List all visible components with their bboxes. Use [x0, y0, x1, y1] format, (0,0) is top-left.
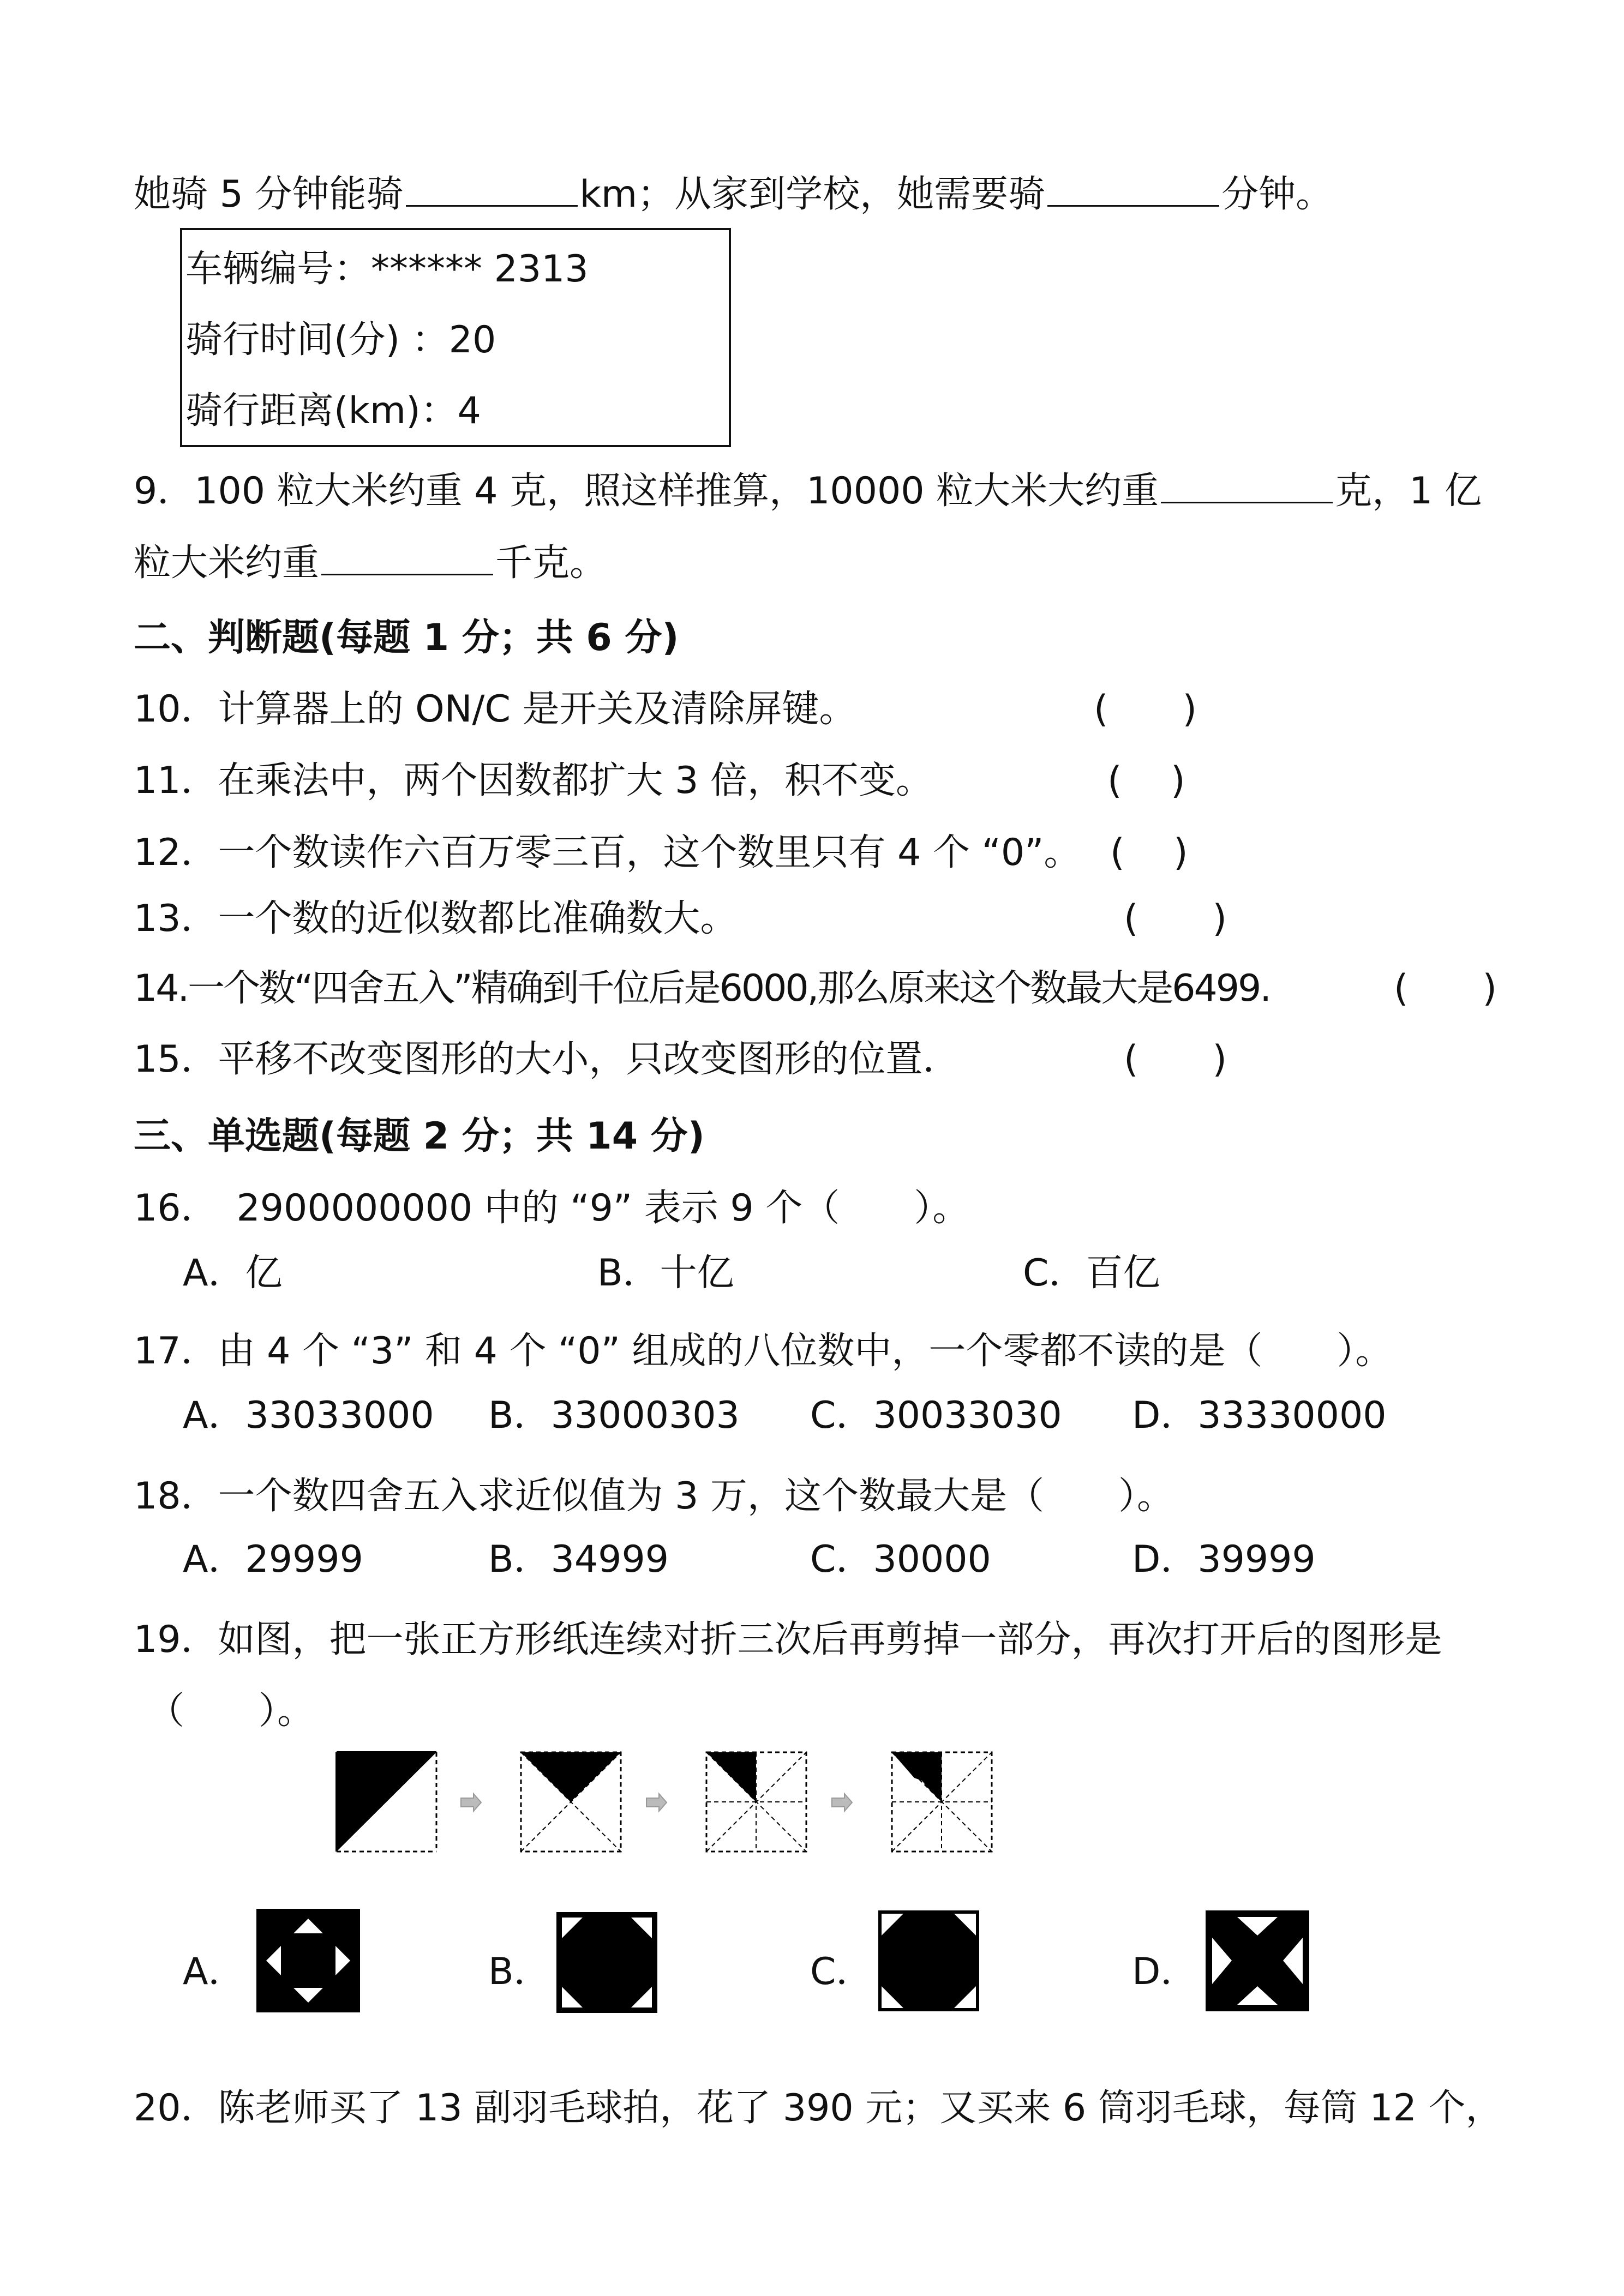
q10-text: 10．计算器上的 ON/C 是开关及清除屏键。: [134, 688, 856, 731]
q9-line1-text: 9．100 粒大米约重 4 克，照这样推算，10000 粒大米大约重: [134, 470, 1159, 513]
q15-text: 15．平移不改变图形的大小，只改变图形的位置．: [134, 1038, 960, 1081]
q17-option-a[interactable]: A．33033000: [183, 1394, 434, 1437]
q14-answer-paren[interactable]: ( ): [1394, 967, 1497, 1010]
receipt-vehicle-no: 车辆编号：****** 2313: [185, 248, 589, 291]
q9-blank-grams[interactable]: [1161, 470, 1333, 503]
q16-option-b[interactable]: B．十亿: [597, 1252, 734, 1295]
q11-answer-paren[interactable]: ( ): [1107, 759, 1185, 802]
q18-option-a[interactable]: A．29999: [183, 1538, 363, 1581]
q19-option-b-figure[interactable]: [556, 1912, 657, 2013]
q19-option-a-figure[interactable]: [256, 1909, 360, 2012]
q9-line1-tail: 克，1 亿: [1335, 470, 1482, 513]
q8-blank-minutes[interactable]: [1047, 173, 1219, 207]
q8-blank-distance[interactable]: [406, 173, 578, 207]
q9-blank-kilograms[interactable]: [321, 542, 493, 575]
q9-line2-tail: 千克。: [495, 542, 607, 585]
q17-option-b[interactable]: B．33000303: [488, 1394, 740, 1437]
q10-answer-paren[interactable]: ( ): [1094, 688, 1197, 731]
q18-option-b[interactable]: B．34999: [488, 1538, 669, 1581]
section3-heading: 三、单选题(每题 2 分；共 14 分): [134, 1115, 705, 1158]
q8-text-post: 分钟。: [1221, 173, 1333, 216]
arrow-icon: [646, 1794, 667, 1811]
q19-line2: （ ）。: [147, 1690, 315, 1733]
q18-option-c[interactable]: C．30000: [810, 1538, 991, 1581]
q12-answer-paren[interactable]: ( ): [1110, 831, 1188, 874]
section2-heading: 二、判断题(每题 1 分；共 6 分): [134, 616, 679, 659]
ride-receipt-box: [180, 228, 731, 447]
q19-option-a-label[interactable]: A．: [183, 1950, 245, 1993]
q17-text: 17．由 4 个 “3” 和 4 个 “0” 组成的八位数中，一个零都不读的是（ ）。: [134, 1330, 1393, 1373]
q17-option-c[interactable]: C．30033030: [810, 1394, 1062, 1437]
q9-line2: [134, 542, 607, 585]
receipt-ride-time: 骑行时间(分) ：20: [185, 318, 496, 362]
q14-text: 14.一个数“四舍五入”精确到千位后是6000,那么原来这个数最大是6499.: [134, 967, 1270, 1010]
arrow-icon: [832, 1794, 852, 1811]
q16-option-a[interactable]: A．亿: [183, 1252, 283, 1295]
receipt-ride-distance: 骑行距离(km)：4: [185, 389, 481, 432]
q16-text: 16． 2900000000 中的 “9” 表示 9 个（ ）。: [134, 1187, 970, 1230]
q19-option-c-figure[interactable]: [878, 1910, 979, 2011]
q16-option-c[interactable]: C．百亿: [1023, 1252, 1160, 1295]
q8-line: [134, 173, 1333, 216]
q8-text-mid: km；从家到学校，她需要骑: [579, 173, 1046, 216]
q19-option-d-label[interactable]: D．: [1132, 1950, 1198, 1993]
q18-text: 18．一个数四舍五入求近似值为 3 万，这个数最大是（ ）。: [134, 1475, 1174, 1518]
q9-line1: [134, 470, 1482, 513]
q15-answer-paren[interactable]: ( ): [1124, 1038, 1227, 1081]
q18-option-d[interactable]: D．39999: [1132, 1538, 1316, 1581]
q19-option-b-label[interactable]: B．: [488, 1950, 551, 1993]
arrow-icon: [461, 1794, 481, 1811]
fold-step-1: [337, 1752, 436, 1852]
q17-option-d[interactable]: D．33330000: [1132, 1394, 1387, 1437]
q9-line2-text: 粒大米约重: [134, 542, 320, 585]
q19-line1: 19．如图，把一张正方形纸连续对折三次后再剪掉一部分，再次打开后的图形是: [134, 1618, 1442, 1661]
q19-option-d-figure[interactable]: [1206, 1910, 1309, 2011]
q19-option-c-label[interactable]: C．: [810, 1950, 873, 1993]
folding-sequence-figure: [333, 1748, 1004, 1862]
q12-text: 12．一个数读作六百万零三百，这个数里只有 4 个 “0”。: [134, 831, 1081, 874]
q8-text-pre: 她骑 5 分钟能骑: [134, 173, 404, 216]
q11-text: 11．在乘法中，两个因数都扩大 3 倍，积不变。: [134, 759, 933, 802]
q13-text: 13．一个数的近似数都比准确数大。: [134, 897, 738, 940]
q13-answer-paren[interactable]: ( ): [1124, 897, 1227, 940]
q20-text: 20．陈老师买了 13 副羽毛球拍，花了 390 元；又买来 6 筒羽毛球，每筒 12 个，: [134, 2087, 1503, 2130]
fold-step-4: [892, 1752, 992, 1852]
fold-step-2: [521, 1752, 621, 1852]
fold-step-3: [706, 1752, 806, 1852]
